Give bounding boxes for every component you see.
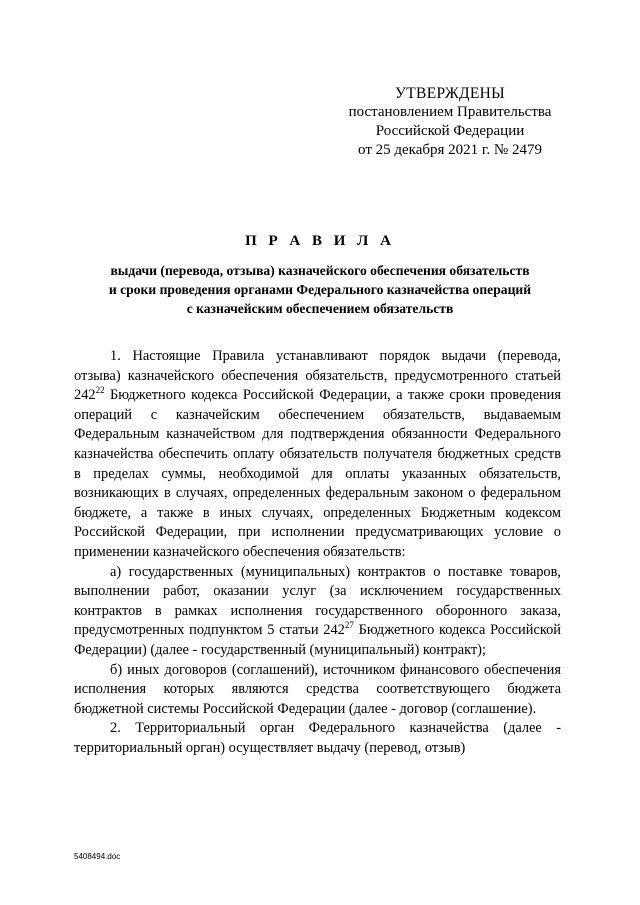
paragraph-1-end: Бюджетного кодекса Российской Федерации, а также сроки проведения операций с казначейским обеспечением обязательств, выдаваемым Федеральным казначейством для подтверждения обязанности Федерального казначейства обеспечить оплату обязательств получателя бюджетных средств в пределах суммы, необходимой для оплаты указанных обязательств, возникающих в случаях, определенных федеральным законом о федеральном бюджете, а также в иных случаях, определенных Бюджетным кодексом Российской Федерации, при исполнении предусматривающих условие о применении казначейского обеспечения обязательств: bbox=[74, 387, 561, 560]
subtitle-line-1: выдачи (перевода, отзыва) казначейского обеспечения обязательств bbox=[110, 263, 530, 278]
file-name-footer: 5408494.doc bbox=[74, 852, 121, 861]
approval-line-1: постановлением Правительства bbox=[348, 104, 552, 120]
subtitle-line-3: с казначейским обеспечением обязательств bbox=[186, 301, 454, 316]
article-superscript-22: 22 bbox=[95, 385, 105, 396]
approval-heading: УТВЕРЖДЕНЫ bbox=[395, 85, 505, 102]
article-superscript-27: 27 bbox=[344, 620, 354, 631]
paragraph-1 bbox=[74, 347, 561, 563]
paragraph-a-end: Бюджетного кодекса Российской Федерации) (далее - государственный (муниципальный) контракт); bbox=[74, 622, 561, 658]
document-body bbox=[74, 347, 561, 758]
document-title: П Р А В И Л А bbox=[245, 233, 395, 249]
paragraph-b: б) иных договоров (соглашений), источником финансового обеспечения исполнения которых являются средства соответствующего бюджета бюджетной системы Российской Федерации (далее - договор (соглашение). bbox=[74, 661, 561, 717]
paragraph-a-start: а) государственных (муниципальных) контрактов о поставке товаров, выполнении работ, оказании услуг (за исключением государственных контрактов в рамках исполнения государственного оборонного заказа, предусмотренных подпунктом 5 статьи 242 bbox=[74, 563, 561, 639]
paragraph-1-start: 1. Настоящие Правила устанавливают порядок выдачи (перевода, отзыва) казначейского обеспечения обязательств, предусмотренного статьей 242 bbox=[74, 348, 561, 404]
paragraph-2: 2. Территориальный орган Федерального казначейства (далее - территориальный орган) осуществляет выдачу (перевод, отзыв) bbox=[74, 720, 561, 756]
document-subtitle bbox=[70, 261, 570, 318]
approval-line-3: от 25 декабря 2021 г. № 2479 bbox=[358, 142, 542, 158]
paragraph-a bbox=[74, 563, 561, 661]
subtitle-line-2: и сроки проведения органами Федерального казначейства операций bbox=[108, 282, 532, 297]
approval-line-2: Российской Федерации bbox=[375, 123, 525, 139]
approval-block bbox=[330, 84, 570, 160]
